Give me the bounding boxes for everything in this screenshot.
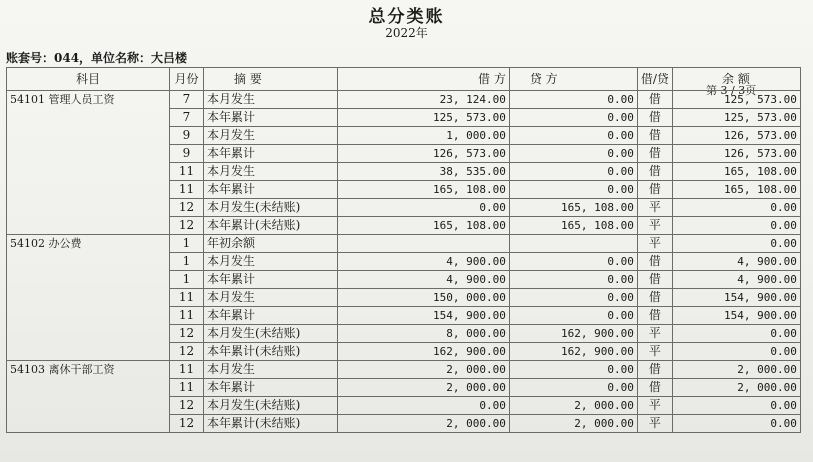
credit-cell: 165, 108.00: [509, 199, 637, 217]
balance-cell: 0.00: [672, 235, 800, 253]
debit-cell: 125, 573.00: [338, 109, 510, 127]
direction-cell: 借: [637, 163, 672, 181]
debit-cell: 0.00: [338, 199, 510, 217]
credit-cell: [509, 235, 637, 253]
direction-cell: 借: [637, 307, 672, 325]
credit-cell: 0.00: [509, 271, 637, 289]
debit-cell: 154, 900.00: [338, 307, 510, 325]
debit-cell: 8, 000.00: [338, 325, 510, 343]
direction-cell: 借: [637, 379, 672, 397]
col-summary: 摘 要: [204, 68, 338, 91]
page-year: 2022年: [385, 26, 428, 40]
credit-cell: 0.00: [509, 361, 637, 379]
col-subject: 科目: [7, 68, 170, 91]
summary-cell: 本年累计(未结账): [204, 343, 338, 361]
month-cell: 11: [170, 361, 204, 379]
month-cell: 12: [170, 415, 204, 433]
direction-cell: 借: [637, 145, 672, 163]
month-cell: 11: [170, 379, 204, 397]
balance-cell: 125, 573.00: [672, 109, 800, 127]
debit-cell: 23, 124.00: [338, 91, 510, 109]
summary-cell: 本月发生: [204, 361, 338, 379]
debit-cell: 4, 900.00: [338, 253, 510, 271]
month-cell: 12: [170, 217, 204, 235]
balance-cell: 0.00: [672, 343, 800, 361]
direction-cell: 平: [637, 343, 672, 361]
col-direction: 借/贷: [637, 68, 672, 91]
direction-cell: 借: [637, 127, 672, 145]
month-cell: 11: [170, 307, 204, 325]
page-number: 第 3 / 3页: [706, 84, 757, 97]
month-cell: 12: [170, 343, 204, 361]
summary-cell: 本月发生: [204, 91, 338, 109]
summary-cell: 本月发生: [204, 289, 338, 307]
summary-cell: 本月发生: [204, 253, 338, 271]
balance-cell: 4, 900.00: [672, 253, 800, 271]
month-cell: 12: [170, 199, 204, 217]
debit-cell: 2, 000.00: [338, 379, 510, 397]
month-cell: 11: [170, 181, 204, 199]
credit-cell: 0.00: [509, 163, 637, 181]
debit-cell: 4, 900.00: [338, 271, 510, 289]
direction-cell: 平: [637, 325, 672, 343]
credit-cell: 0.00: [509, 253, 637, 271]
direction-cell: 平: [637, 217, 672, 235]
credit-cell: 165, 108.00: [509, 217, 637, 235]
summary-cell: 本年累计: [204, 145, 338, 163]
account-set-info: 账套号：044，单位名称：大吕楼: [6, 51, 188, 65]
month-cell: 11: [170, 289, 204, 307]
debit-cell: 38, 535.00: [338, 163, 510, 181]
ledger-table: [6, 67, 801, 433]
debit-cell: 150, 000.00: [338, 289, 510, 307]
balance-cell: 0.00: [672, 217, 800, 235]
summary-cell: 本年累计(未结账): [204, 415, 338, 433]
direction-cell: 借: [637, 109, 672, 127]
credit-cell: 0.00: [509, 379, 637, 397]
balance-cell: 165, 108.00: [672, 163, 800, 181]
summary-cell: 本月发生(未结账): [204, 397, 338, 415]
col-credit: 贷 方: [509, 68, 637, 91]
credit-cell: 2, 000.00: [509, 397, 637, 415]
balance-cell: 126, 573.00: [672, 127, 800, 145]
table-header-row: [7, 68, 801, 91]
direction-cell: 借: [637, 253, 672, 271]
credit-cell: 0.00: [509, 289, 637, 307]
account-name: 54103 离休干部工资: [7, 361, 170, 433]
summary-cell: 本年累计: [204, 307, 338, 325]
col-balance: 余 额: [672, 68, 800, 91]
direction-cell: 平: [637, 235, 672, 253]
balance-cell: 165, 108.00: [672, 181, 800, 199]
credit-cell: 0.00: [509, 127, 637, 145]
credit-cell: 0.00: [509, 181, 637, 199]
direction-cell: 借: [637, 271, 672, 289]
debit-cell: 2, 000.00: [338, 415, 510, 433]
credit-cell: 0.00: [509, 91, 637, 109]
direction-cell: 平: [637, 397, 672, 415]
direction-cell: 平: [637, 199, 672, 217]
credit-cell: 0.00: [509, 307, 637, 325]
balance-cell: 0.00: [672, 415, 800, 433]
summary-cell: 本年累计(未结账): [204, 217, 338, 235]
balance-cell: 154, 900.00: [672, 289, 800, 307]
summary-cell: 本年累计: [204, 379, 338, 397]
summary-cell: 本年累计: [204, 109, 338, 127]
debit-cell: 126, 573.00: [338, 145, 510, 163]
debit-cell: 1, 000.00: [338, 127, 510, 145]
balance-cell: 2, 000.00: [672, 379, 800, 397]
debit-cell: 165, 108.00: [338, 217, 510, 235]
col-month: 月份: [170, 68, 204, 91]
summary-cell: 本月发生(未结账): [204, 325, 338, 343]
summary-cell: 本月发生(未结账): [204, 199, 338, 217]
balance-cell: 0.00: [672, 397, 800, 415]
debit-cell: 165, 108.00: [338, 181, 510, 199]
page-title: 总分类账: [368, 7, 445, 27]
month-cell: 12: [170, 325, 204, 343]
direction-cell: 借: [637, 91, 672, 109]
month-cell: 9: [170, 145, 204, 163]
credit-cell: 2, 000.00: [509, 415, 637, 433]
col-debit: 借 方: [338, 68, 510, 91]
balance-cell: 4, 900.00: [672, 271, 800, 289]
direction-cell: 借: [637, 289, 672, 307]
month-cell: 7: [170, 91, 204, 109]
month-cell: 1: [170, 235, 204, 253]
table-row: [7, 91, 801, 109]
balance-cell: 154, 900.00: [672, 307, 800, 325]
month-cell: 1: [170, 271, 204, 289]
month-cell: 1: [170, 253, 204, 271]
summary-cell: 本月发生: [204, 127, 338, 145]
month-cell: 9: [170, 127, 204, 145]
summary-cell: 本年累计: [204, 181, 338, 199]
table-row: [7, 361, 801, 379]
balance-cell: 126, 573.00: [672, 145, 800, 163]
direction-cell: 借: [637, 361, 672, 379]
account-name: 54101 管理人员工资: [7, 91, 170, 235]
summary-cell: 本月发生: [204, 163, 338, 181]
direction-cell: 借: [637, 181, 672, 199]
balance-cell: 125, 573.00: [672, 91, 800, 109]
balance-cell: 0.00: [672, 199, 800, 217]
credit-cell: 162, 900.00: [509, 325, 637, 343]
debit-cell: 0.00: [338, 397, 510, 415]
credit-cell: 0.00: [509, 109, 637, 127]
table-row: [7, 235, 801, 253]
summary-cell: 本年累计: [204, 271, 338, 289]
summary-cell: 年初余额: [204, 235, 338, 253]
debit-cell: 2, 000.00: [338, 361, 510, 379]
month-cell: 7: [170, 109, 204, 127]
direction-cell: 平: [637, 415, 672, 433]
ledger-body: [7, 91, 801, 433]
debit-cell: 162, 900.00: [338, 343, 510, 361]
credit-cell: 162, 900.00: [509, 343, 637, 361]
account-name: 54102 办公费: [7, 235, 170, 361]
balance-cell: 0.00: [672, 325, 800, 343]
balance-cell: 2, 000.00: [672, 361, 800, 379]
month-cell: 11: [170, 163, 204, 181]
credit-cell: 0.00: [509, 145, 637, 163]
debit-cell: [338, 235, 510, 253]
month-cell: 12: [170, 397, 204, 415]
